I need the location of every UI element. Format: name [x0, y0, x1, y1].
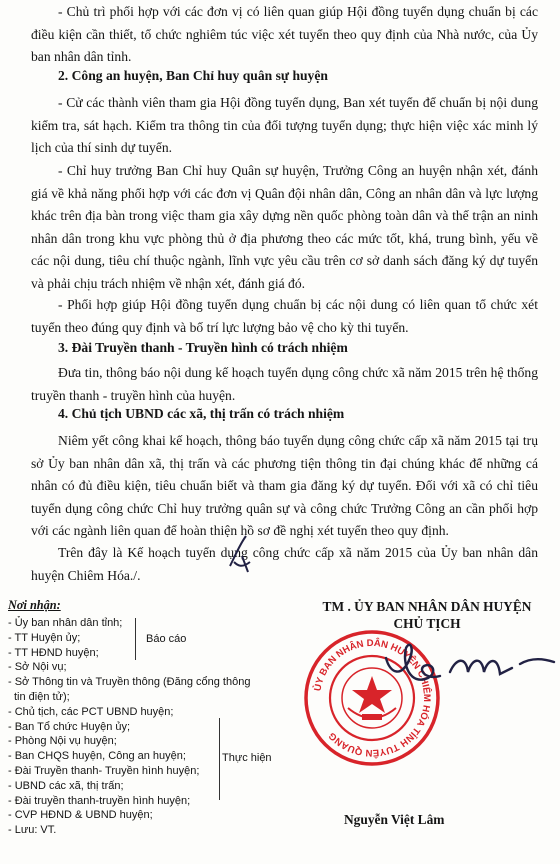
paragraph-broadcast: Đưa tin, thông báo nội dung kế hoạch tuyển dụng công chức xã năm 2015 trên hệ thống truyền thanh - truyền hình của huyện.: [31, 365, 538, 403]
recipient-item: tin điện tử);: [14, 690, 70, 703]
recipient-item: - Ủy ban nhân dân tỉnh;: [8, 617, 123, 629]
signer-name: Nguyễn Việt Lâm: [344, 812, 445, 827]
group-note-implement: Thực hiện: [222, 752, 272, 764]
paragraph-commander-evaluation: - Chỉ huy trưởng Ban Chỉ huy Quân sự huyện, Trưởng Công an huyện nhận xét, đánh giá về khả năng phối hợp với các đơn vị Quân đội nhân dân, Công an nhân dân và lực lượng khác trên địa bàn trong việc tham gia xây dựng nền quốc phòng toàn dân và thế trận an ninh nhân dân trong khu vực phòng thủ ở địa phương theo các mức tốt, khá, trung bình, yếu về các nội dung, tiêu chí thuộc ngành, lĩnh vực yêu cầu trên cơ sở danh sách đăng ký dự tuyển và phải chịu trách nhiệm về nhận xét, đánh giá đó.: [31, 163, 538, 291]
paragraph-public-posting: Niêm yết công khai kế hoạch, thông báo tuyển dụng công chức cấp xã năm 2015 tại trụ sở Ủy ban nhân dân xã, thị trấn và các phương tiện thông tin đại chúng khác để những cá nhân có đủ điều kiện, tiêu chuẩn biết và tham gia đăng ký dự tuyển. Đối với xã có chỉ tiêu tuyển dụng công chức Chỉ huy trưởng quân sự và công chức Trưởng Công an cần phối hợp với các ngành liên quan để hoàn thiện hồ sơ đề nghị xét tuyển theo quy định.: [31, 433, 538, 539]
recipient-item: - Chủ tịch, các PCT UBND huyện;: [8, 705, 174, 718]
heading-police-military: 2. Công an huyện, Ban Chỉ huy quân sự huyện: [58, 68, 328, 83]
recipient-item: - Phòng Nội vụ huyện;: [8, 735, 117, 748]
handwritten-signature: [380, 628, 560, 698]
recipient-item: - Đài Truyền thanh- Truyền hình huyện;: [8, 764, 200, 777]
initial-mark: [224, 532, 254, 576]
recipient-item: - Sở Nội vụ;: [8, 661, 67, 674]
recipients-title: Nơi nhận:: [8, 598, 61, 612]
bracket-implement: [214, 718, 220, 800]
heading-radio-tv: 3. Đài Truyền thanh - Truyền hình có trách nhiệm: [58, 340, 348, 355]
recipient-item: - Ban CHQS huyện, Công an huyện;: [8, 750, 186, 763]
bracket-report: [130, 618, 136, 660]
recipient-item: - Lưu: VT.: [8, 824, 57, 837]
paragraph-support-council: - Phối hợp giúp Hội đồng tuyển dụng chuẩn bị các nội dung có liên quan tổ chức xét tuyển theo đúng quy định và bố trí lực lượng bảo vệ cho kỳ thi tuyển.: [31, 297, 538, 335]
signature-org: TM . ỦY BAN NHÂN DÂN HUYỆN: [322, 599, 532, 614]
signature-role: CHỦ TỊCH: [393, 616, 461, 631]
svg-text:ỦY BAN NHÂN DÂN HUYỆN CHIÊM HÓ: ỦY BAN NHÂN DÂN HUYỆN CHIÊM HÓA TỈNH TUYÊN QUANG: [312, 637, 433, 759]
recipient-item: - TT HĐND huyện;: [8, 646, 99, 659]
paragraph-closing: Trên đây là Kế hoạch tuyển dụng công chức cấp xã năm 2015 của Ủy ban nhân dân huyện Chiêm Hóa./.: [31, 545, 538, 583]
recipient-item: - Sở Thông tin và Truyền thông (Đăng cổng thông: [8, 676, 251, 689]
group-note-report: Báo cáo: [146, 633, 187, 645]
signature-block: [296, 598, 558, 632]
recipient-item: - Đài truyền thanh-truyền hình huyện;: [8, 794, 191, 807]
recipient-item: - TT Huyện ủy;: [8, 631, 81, 644]
heading-commune-chairman: 4. Chủ tịch UBND các xã, thị trấn có trách nhiệm: [58, 406, 345, 421]
recipient-item: - UBND các xã, thị trấn;: [8, 779, 124, 792]
recipient-item: - CVP HĐND & UBND huyện;: [8, 809, 153, 822]
recipient-item: - Ban Tổ chức Huyện ủy;: [8, 720, 131, 733]
paragraph-assign-members: - Cử các thành viên tham gia Hội đồng tuyển dụng, Ban xét tuyển để chuẩn bị nội dung kiểm tra, sát hạch. Kiểm tra thông tin của đối tượng tuyển dụng; thực hiện việc xác minh lý lịch của thí sinh dự tuyển.: [31, 95, 538, 156]
paragraph-coordinate-council: - Chủ trì phối hợp với các đơn vị có liên quan giúp Hội đồng tuyển dụng chuẩn bị các điều kiện cần thiết, tổ chức nghiêm túc việc xét tuyển theo quy định của Nhà nước, của Ủy ban nhân dân tỉnh.: [31, 4, 538, 65]
